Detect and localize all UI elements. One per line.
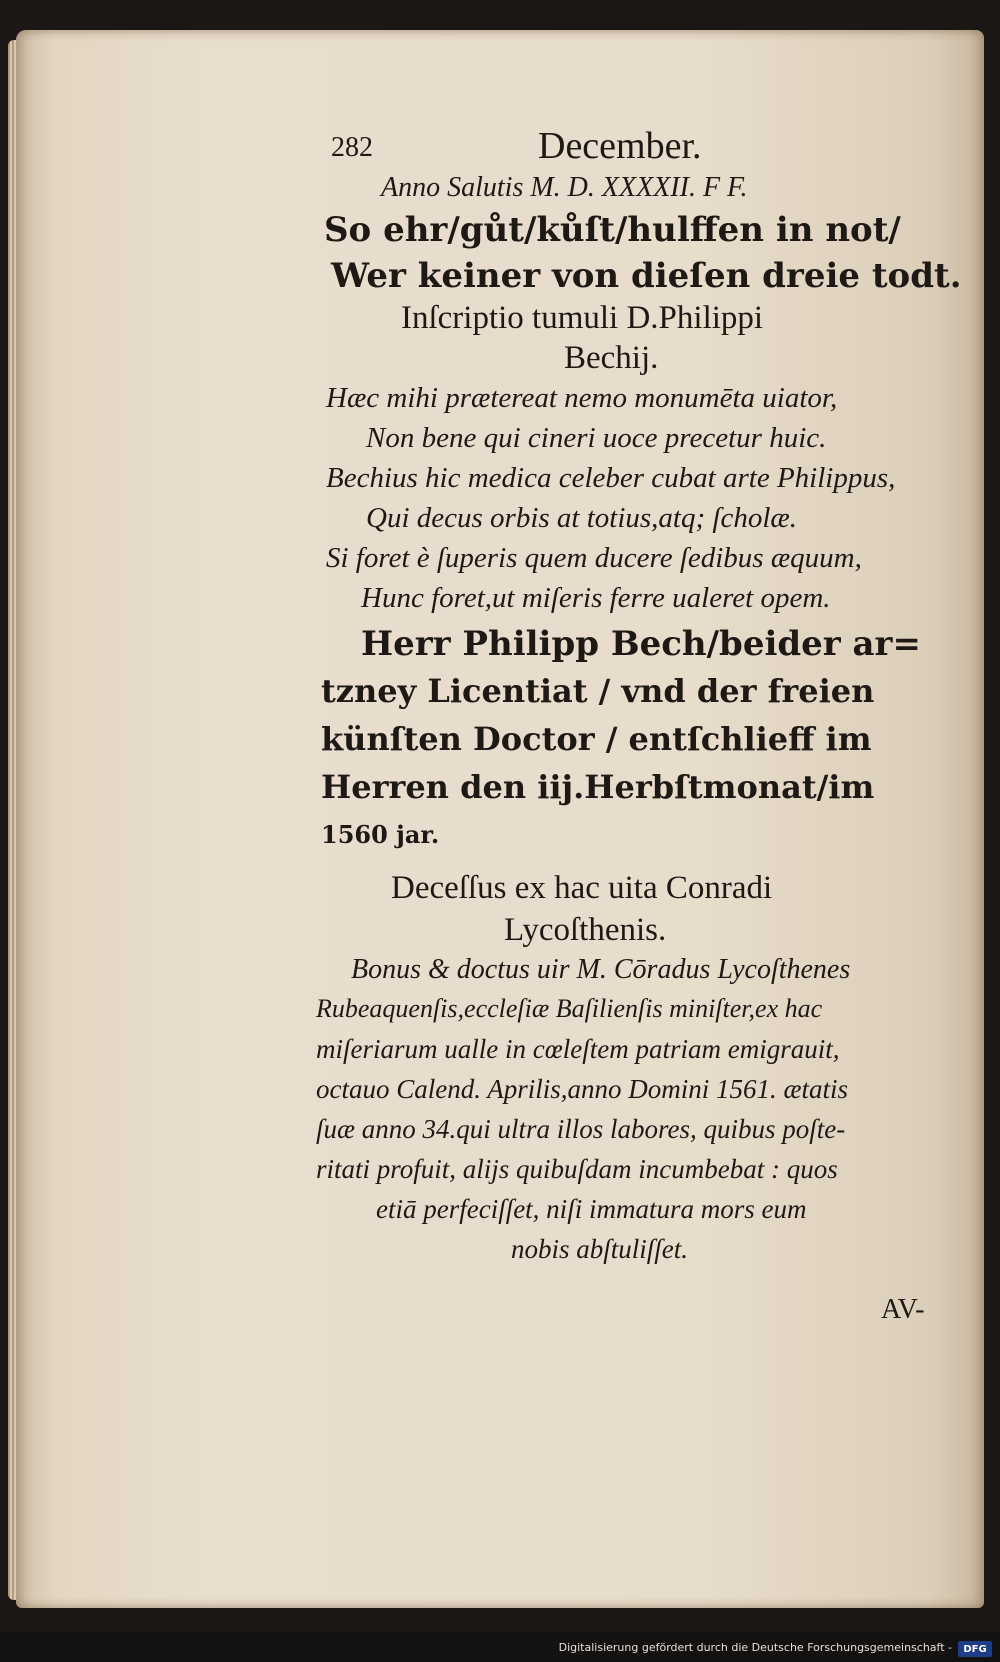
year-line: Anno Salutis M. D. XXXXII. F F. — [381, 172, 748, 203]
notice-line-4: Herren den iij.Herbſtmonat/im — [321, 768, 875, 806]
catchword: AV- — [881, 1294, 925, 1325]
inscription-title-line-1: Inſcriptio tumuli D.Philippi — [401, 300, 764, 336]
poem-line-5: Si foret è ſuperis quem ducere ſedibus æquum, — [326, 542, 862, 574]
poem-line-4: Qui decus orbis at totius,atq; ſcholæ. — [366, 502, 797, 534]
prose-line-1: Bonus & doctus uir M. Cōradus Lycoſthenes — [351, 954, 851, 985]
notice-line-5: 1560 jar. — [321, 820, 440, 849]
german-verse-line-2: Wer keiner von dieſen dreie todt. — [331, 256, 962, 296]
prose-line-3: miſeriarum ualle in cœleſtem patriam emigrauit, — [316, 1034, 840, 1064]
prose-line-5: ſuæ anno 34.qui ultra illos labores, quibus poſte- — [316, 1114, 846, 1144]
notice-line-1: Herr Philipp Bech/beider ar= — [361, 624, 921, 664]
page-number: 282 — [331, 132, 373, 163]
poem-line-6: Hunc foret,ut miſeris ferre ualeret opem. — [361, 582, 831, 614]
decessus-title-line-2: Lycoſthenis. — [504, 912, 667, 948]
notice-line-3: künſten Doctor / entſchlieff im — [321, 720, 872, 758]
running-head: December. — [538, 125, 702, 167]
poem-line-1: Hæc mihi prætereat nemo monumēta uiator, — [326, 382, 838, 414]
prose-line-7: etiā perfeciſſet, niſi immatura mors eum — [376, 1194, 807, 1224]
dfg-logo-icon: DFG — [958, 1641, 992, 1657]
poem-line-3: Bechius hic medica celeber cubat arte Philippus, — [326, 462, 896, 494]
poem-line-2: Non bene qui cineri uoce precetur huic. — [366, 422, 827, 454]
prose-line-8: nobis abſtuliſſet. — [511, 1234, 689, 1264]
footer-bar — [0, 1632, 1000, 1662]
funding-credit: Digitalisierung gefördert durch die Deutsche Forschungsgemeinschaft - — [558, 1641, 952, 1654]
notice-line-2: tzney Licentiat / vnd der freien — [321, 672, 875, 710]
decessus-title-line-1: Deceſſus ex hac uita Conradi — [391, 870, 773, 906]
prose-line-6: ritati profuit, alijs quibuſdam incumbebat : quos — [316, 1154, 838, 1184]
german-verse-line-1: So ehr/gůt/kůſt/hulffen in not/ — [324, 210, 901, 250]
prose-line-4: octauo Calend. Aprilis,anno Domini 1561. ætatis — [316, 1074, 849, 1104]
book-page — [16, 30, 984, 1608]
inscription-title-line-2: Bechij. — [564, 340, 659, 376]
prose-line-2: Rubeaquenſis,eccleſiæ Baſilienſis miniſter,ex hac — [316, 994, 823, 1023]
